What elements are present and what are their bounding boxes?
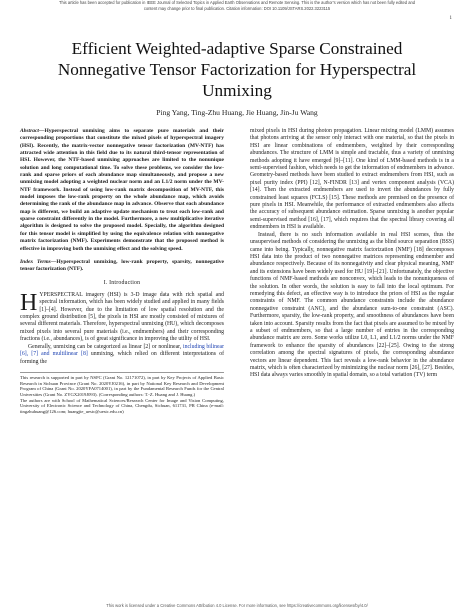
footnote-funding: This research is supported in part by NSFC (Grant No. 12171072), in part by Key Projects of Applied Basic Research in Sichuan Province (Grant No. 2020YJ0216), in part by National Key Research and Development Program of China (Grant No. 2020YFA0714001), in part by the Fundamental Research Funds for the Central Universities (Grant No. ZYGX2019J093). (Corresponding authors: T.-Z. Huang and J. Huang.) [20,374,224,398]
index-terms-label: Index Terms— [20,258,57,265]
right-column [250,128,454,380]
drop-cap: H [20,289,38,316]
left-column [20,128,224,415]
right-paragraph-2: Instead, there is no such information available in real HSI scenes, thus the unsupervised methods of considering the unmixing as the blind source separation (BSS) came into being. Typically, nonnegative matrix factorization (NMF) [18] decomposes HSI data into the product of two nonnegative matrices representing endmember and abundance respectively. Because of its nonnegativity and clear physical meaning, NMF and its extensions have been widely used for HU [19]–[21]. Unfortunately, the objective functions of NMF-based methods are nonconvex, which leads to the nonuniqueness of the solution. In other words, the solution is easy to fall into the local optimum. For remedying this defect, an effective way is to introduce the priors of HSI as the regular constraints of NMF. The common abundance constraints include the abundance nonnegative constraint (ANC), and the abundance sum-to-one constraint (ASC). Furthermore, sparsity, the low-rank property, and smoothness of abundances have been taken into account. Sparsity results from the fact that pixels are assumed to be mixed by a subset of endmembers, so that a large number of entries in the corresponding abundance matrix are zero. Some works utilize L0, L1, and L1/2 norms under the NMF framework to enhance the sparsity of abundances [22]–[25]. Owing to the strong correlation among the spectral signatures of pixels, the corresponding abundance vectors are linear dependent. This fact reveals a low-rank behavior in the abundance matrix, which is often characterized by minimizing the nuclear norm [26], [27]. Besides, HSI data always varies smoothly in spatial domain, so a total variation (TV) term [250,231,454,379]
author-list: Ping Yang, Ting-Zhu Huang, Jie Huang, Jin-Ju Wang [156,108,318,117]
banner-line-1: This article has been accepted for publication in IEEE Journal of Selected Topics in Applied Earth Observations and Remote Sensing. This is the author's version which has not been fully edited and [58,0,416,5]
abstract-text: Hyperspectral unmixing aims to separate pure materials and their corresponding proportions that constitute the mixed pixels of hyperspectral imagery (HSI). Recently, the matrix-vector nonnegative tensor factorization (MV-NTF) has attracted wide attention in this field due to its natural third-tensor representation of HSI. However, the NTF-based unmixing approaches are limited to the nonunique solution and long computational time. To solve these problems, we consider the low-rank and sparse priors of each abundance map simultaneously, and propose a new unmixing model adopting a weighted nuclear norm and an L1/2 norm under the MV-NTF framework. Instead of using low-rank matrix decomposition of MV-NTF, this model imposes the low-rank property on the whole abundance map, which avoids determining the rank of the abundance map in advance. Observe that each abundance map is different, we build an adaptive update mechanism to treat each low-rank and sparse constraint differently in the model. Furthermore, a new multiplicative iterative algorithm is designed to solve the proposed model. Specially, the algorithm designed for this tensor model is simplified by using the equivalence relation with nonnegative matrix factorization (NMF). Experiments demonstrate that the proposed method is effective in improving both the unmixing effect and the solving speed. [20,128,224,252]
abstract-label: Abstract— [20,128,45,134]
paper-title: Efficient Weighted-adaptive Sparse Constrained Nonnegative Tensor Factorization for Hyperspectral Unmixing [57,39,417,100]
right-paragraph-1: mixed pixels in HSI during photon propagation. Linear mixing model (LMM) assumes that photons arriving at the sensor only interact with one material, so that the pixels in HSI are linear combinations of endmembers, weighted by their corresponding abundances. The structure of LMM is simple and tractable, thus a variety of unmixing methods adopting it have emerged [9]–[11]. One kind of LMM-based methods is in a semi-supervised fashion, which needs to get the information of endmembers in advance. Geometry-based methods have been studied to extract endmembers from HSI, such as pixel purity index (PPI) [12], N-FINDR [13] and vertex component analysis (VCA) [14]. Then the extracted endmembers are used to invert the abundances by fully constrained least squares (FCLS) [15]. These methods are premised on the presence of pure pixels in HSI. Meanwhile, the performance of extracted endmembers also affects the accuracy of subsequent abundance estimation. Sparse unmixing is another popular semi-supervised method [16], [17], which requires that the spectral library covering all endmembers in HSI is available. [250,128,454,231]
intro-paragraph-2 [20,344,224,366]
index-terms [20,259,224,274]
intro-paragraph-1-text: YPERSPECTRAL imagery (HSI) is 3-D image data with rich spatial and spectral information, which has been widely studied and applied in many fields [1]–[4]. However, due to the limitation of low spatial resolution and the complex ground distribution [5], the pixels in HSI are mostly consisted of mixtures of several different materials. Therefore, hyperspectral unmixing (HU), which decomposes mixed pixels into several pure materials (i.e., endmembers) and their corresponding fractions (i.e., abundances), is of great significance in improving the utility of HSI. [20,291,224,343]
footnote-affiliation: The authors are with School of Mathematical Sciences/Research Center for Image and Vision Computing, University of Electronic Science and Technology of China, Chengdu, Sichuan, 611731, PR China (e-mail: tingzhuhuang@126.com; huangjie_uestc@uestc.edu.cn) [20,397,224,415]
intro-paragraph-1 [20,289,224,344]
footnote [20,372,224,415]
intro-paragraph-2-text-a: Generally, unmixing can be categorized as linear [2] or nonlinear, [28,343,183,350]
section-heading-introduction: I. Introduction [103,280,141,287]
index-terms-text: Hyperspectral unmixing, low-rank property, sparsity, nonnegative tensor factorization (NTF). [20,258,224,273]
abstract [20,128,224,253]
banner-line-2: content may change prior to final publication. Citation information: DOI 10.1109/JSTARS.2022.3223115 [143,5,331,11]
page-number: 1 [449,16,452,21]
publication-banner [8,0,466,11]
citation-link[interactable]: including bilinear [6], [7] and multilinear [8] [20,343,224,358]
license-notice: This work is licensed under a Creative Commons Attribution 4.0 License. For more information, see https://creativecommons.org/licenses/by/4.0/ [106,603,368,608]
intro-paragraph-2-text-b: unmixing, which relied on different interpretations of forming the [20,351,225,365]
